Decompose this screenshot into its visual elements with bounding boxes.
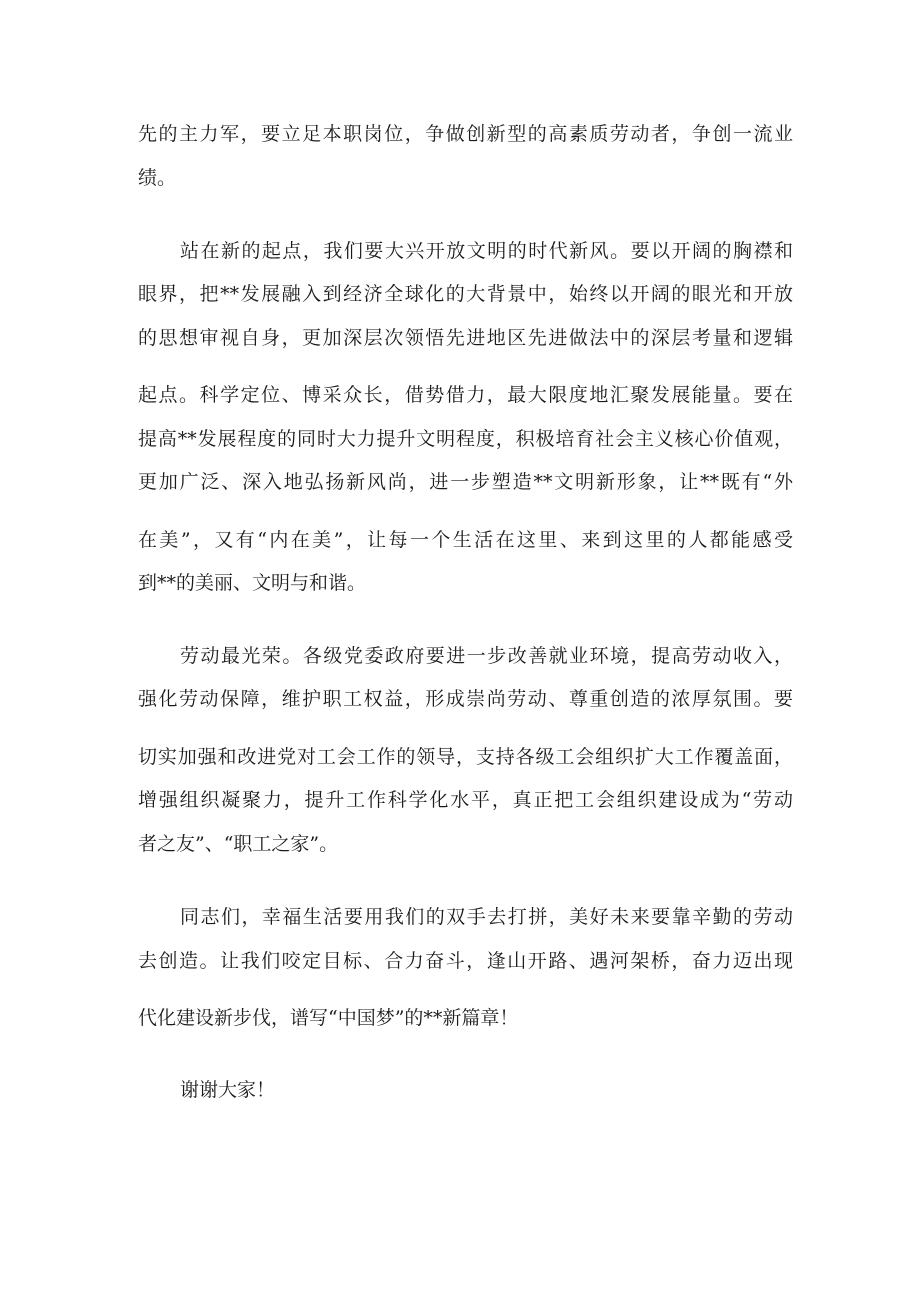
text-line: 代化建设新步伐，谱写“中国梦”的**新篇章！ [138,1007,519,1029]
text-line: 劳动最光荣。各级党委政府要进一步改善就业环境，提高劳动收入， [180,645,793,667]
text-line: 同志们，幸福生活要用我们的双手去打拼，美好未来要靠辛勤的劳动 [180,906,793,928]
text-line: 更加广泛、深入地弘扬新风尚，进一步塑造**文明新形象，让**既有“外 [138,471,793,493]
text-line: 起点。科学定位、博采众长，借势借力，最大限度地汇聚发展能量。要在 [138,384,793,406]
text-line: 强化劳动保障，维护职工权益，形成崇尚劳动、尊重创造的浓厚氛围。要 [138,688,793,710]
text-line: 先的主力军，要立足本职岗位，争做创新型的高素质劳动者，争创一流业 [138,123,793,145]
text-line: 增强组织凝聚力，提升工作科学化水平，真正把工会组织建设成为“劳动 [138,789,793,811]
text-line: 在美”，又有“内在美”，让每一个生活在这里、来到这里的人都能感受 [138,529,793,551]
closing-line: 谢谢大家！ [180,1079,276,1101]
text-line: 眼界，把**发展融入到经济全球化的大背景中，始终以开阔的眼光和开放 [138,283,793,305]
text-line: 到**的美丽、文明与和谐。 [138,572,367,594]
text-line: 提高**发展程度的同时大力提升文明程度，积极培育社会主义核心价值观， [138,428,793,450]
text-line: 去创造。让我们咬定目标、合力奋斗，逢山开路、遇河架桥，奋力迈出现 [138,950,793,972]
text-line: 切实加强和改进党对工会工作的领导，支持各级工会组织扩大工作覆盖面， [138,746,793,768]
text-line: 站在新的起点，我们要大兴开放文明的时代新风。要以开阔的胸襟和 [180,240,793,262]
text-line: 绩。 [138,167,177,189]
text-line: 的思想审视自身，更加深层次领悟先进地区先进做法中的深层考量和逻辑 [138,327,793,349]
text-line: 者之友”、“职工之家”。 [138,833,339,855]
